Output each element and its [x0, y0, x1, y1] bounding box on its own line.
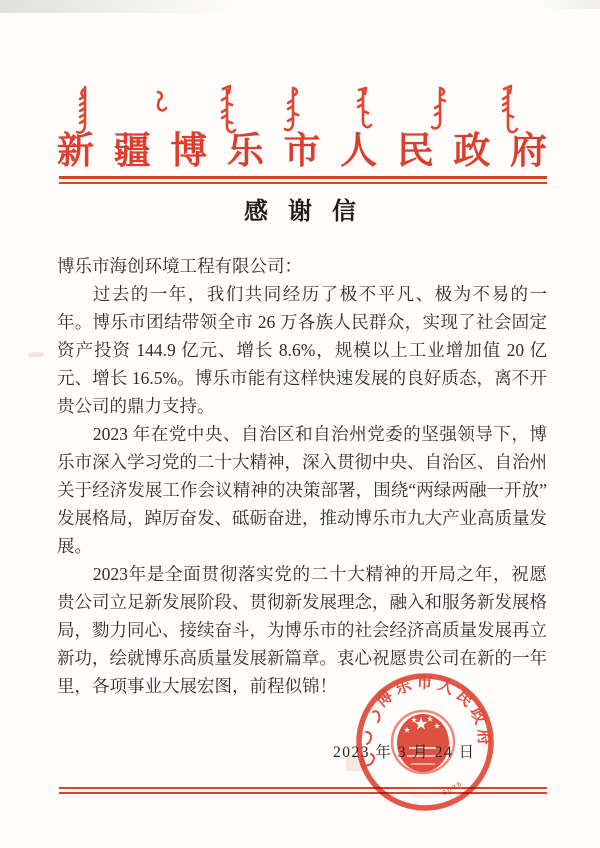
seal-code: ··········8076	[406, 779, 465, 801]
paragraph: 2023 年在党中央、自治区和自治州党委的坚强领导下，博乐市深入学习党的二十大精神，深入贯彻中央、自治区、自治州关于经济发展工作会议精神的决策部署，围绕“两绿两融一开放”发展格局，踔厉奋发、砥砺奋进，推动博乐市九大产业高质量发展。	[57, 424, 547, 556]
seal-arc-text: 博乐市人民政府	[373, 674, 493, 750]
letter-body	[57, 252, 547, 700]
mongolian-word	[503, 86, 517, 132]
mongolian-word	[222, 86, 235, 132]
scan-artifact	[538, 0, 600, 9]
letter-title: 感谢信	[244, 199, 376, 225]
mongolian-word	[285, 88, 298, 130]
mongolian-word	[358, 88, 371, 127]
government-header-title: 新疆博乐市人民政府	[57, 131, 547, 172]
scan-artifact	[28, 351, 44, 357]
mongolian-word	[77, 87, 85, 133]
recipient-line: 博乐市海创环境工程有限公司：	[57, 256, 302, 276]
date-line: 2023 年 3 月 24 日	[333, 744, 476, 761]
paragraph: 过去的一年，我们共同经历了极不平凡、极为不易的一年。博乐市团结带领全市 26 万各族人民群众，实现了社会固定资产投资 144.9 亿元、增长 8.6%，规模以上工业增加值 20 亿元、增长 16.5%。博乐市能有这样快速发展的良好质态，离不开贵公司的鼎力支持。	[57, 284, 547, 416]
header-rule	[59, 176, 547, 184]
mongolian-word	[432, 88, 445, 128]
mongolian-word	[158, 92, 166, 110]
mongolian-script-row	[57, 84, 547, 138]
svg-text:··········8076	[407, 779, 465, 800]
scan-artifact	[0, 0, 238, 13]
paragraph: 2023年是全面贯彻落实党的二十大精神的开局之年，祝愿贵公司立足新发展阶段、贯彻新发展理念，融入和服务新发展格局，勠力同心、接续奋斗，为博乐市的社会经济高质量发展再立新功，绘就博乐高质量发展新篇章。衷心祝愿贵公司在新的一年里，各项事业大展宏图，前程似锦！	[57, 564, 547, 696]
